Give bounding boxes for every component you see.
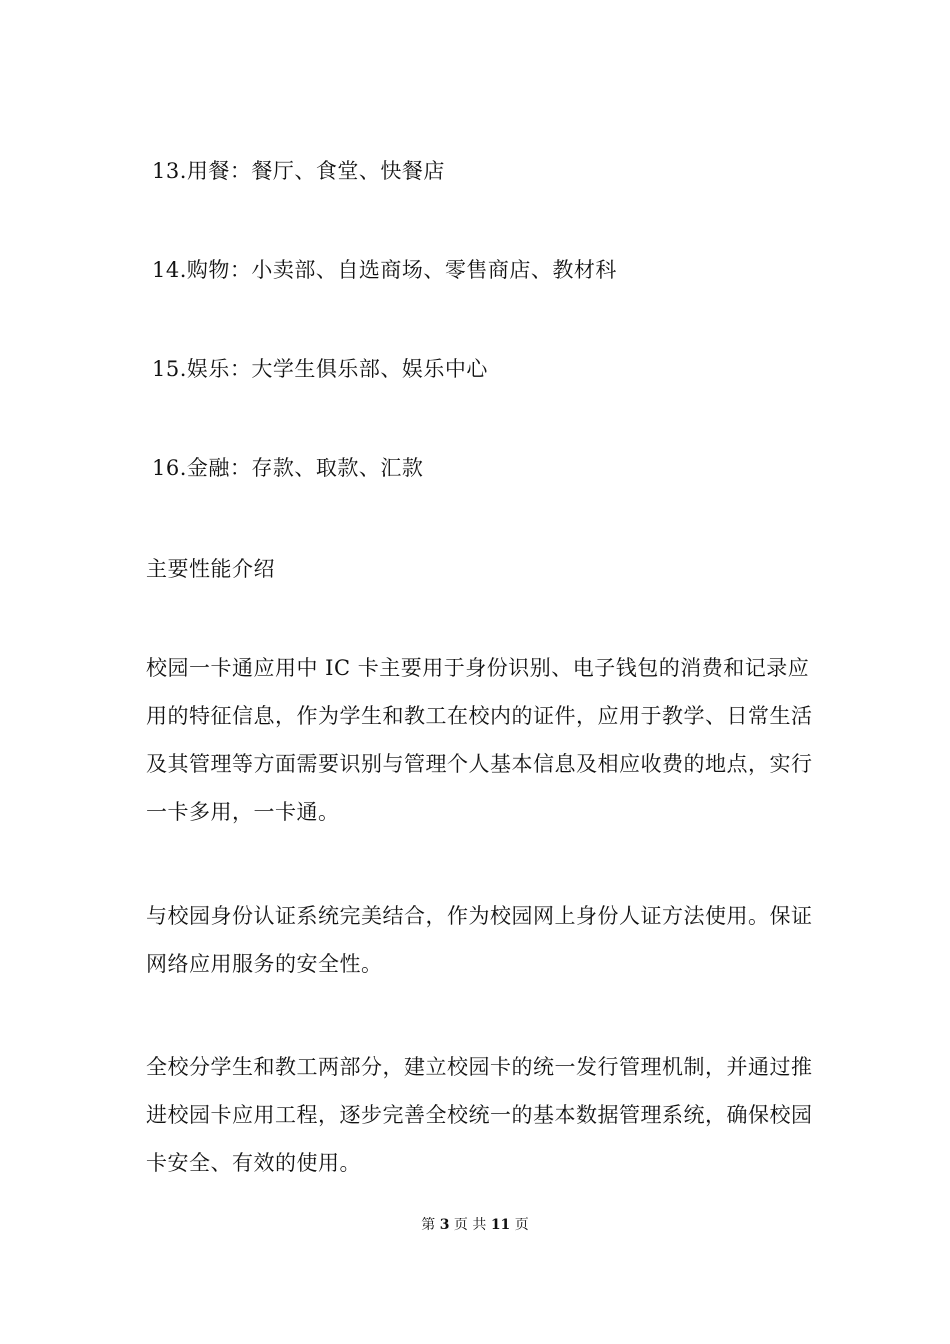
- paragraph-ic-card: 校园一卡通应用中 IC 卡主要用于身份识别、电子钱包的消费和记录应用的特征信息，作为学生和教工在校内的证件，应用于教学、日常生活及其管理等方面需要识别与管理个人基本信息及相应收费的地点，实行一卡多用，一卡通。: [146, 656, 813, 824]
- footer-middle: 页 共: [453, 1217, 487, 1233]
- page-footer: [0, 1215, 950, 1235]
- footer-suffix: 页: [514, 1217, 529, 1233]
- list-item-dining: 13.用餐：餐厅、食堂、快餐店: [152, 159, 445, 183]
- list-item-finance: 16.金融：存款、取款、汇款: [152, 456, 424, 480]
- list-item-entertainment: 15.娱乐：大学生俱乐部、娱乐中心: [152, 357, 488, 381]
- section-heading: 主要性能介绍: [146, 557, 275, 581]
- list-item-shopping: 14.购物：小卖部、自选商场、零售商店、教材科: [152, 258, 617, 282]
- footer-total-pages: 11: [490, 1217, 511, 1233]
- paragraph-authentication: 与校园身份认证系统完美结合，作为校园网上身份人证方法使用。保证网络应用服务的安全性。: [146, 904, 813, 976]
- paragraph-management: 全校分学生和教工两部分，建立校园卡的统一发行管理机制，并通过推进校园卡应用工程，逐步完善全校统一的基本数据管理系统，确保校园卡安全、有效的使用。: [146, 1055, 813, 1175]
- footer-current-page: 3: [439, 1217, 450, 1233]
- footer-prefix: 第: [421, 1217, 436, 1233]
